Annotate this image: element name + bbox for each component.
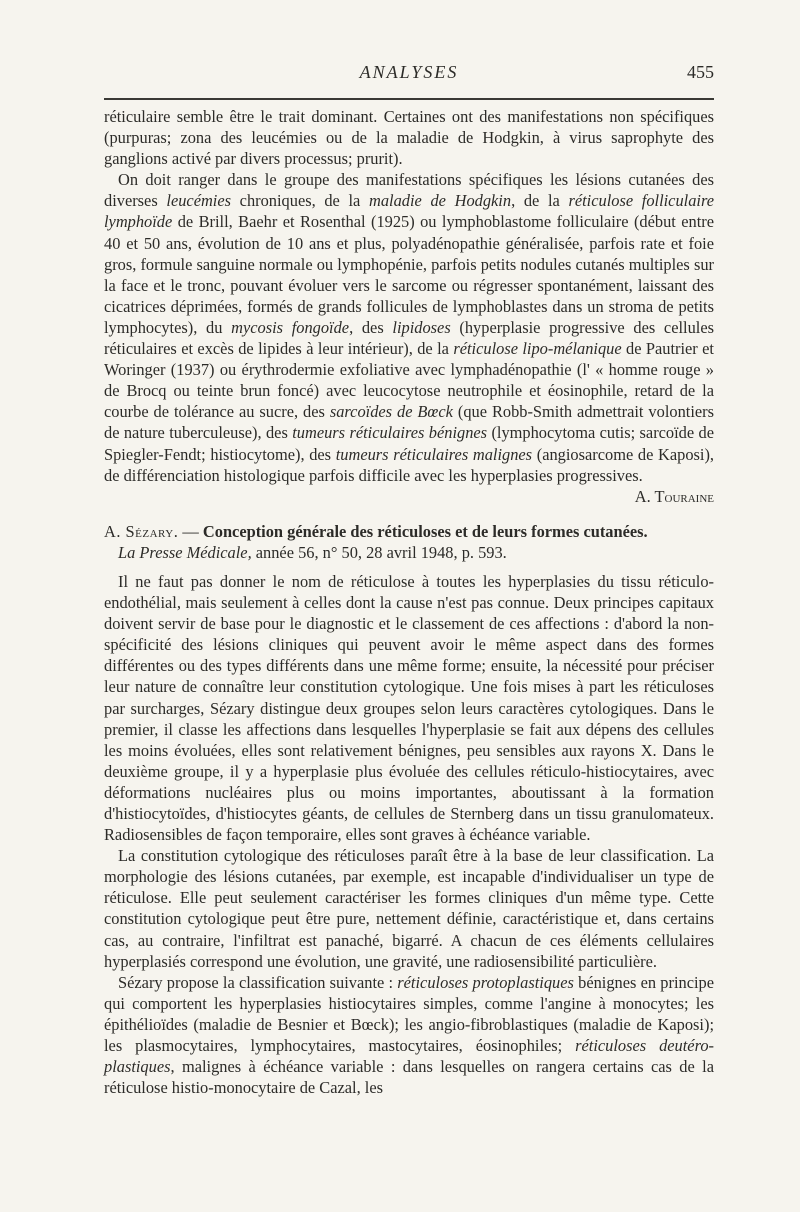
italic-term: tumeurs réticulaires malignes	[335, 444, 533, 464]
article2-paragraph-2: La constitution cytologique des réticuloses paraît être à la base de leur classification. La morphologie des lésions cutanées, par exemple, est incapable d'individualiser un type de réticulose. Elle peut seulement caractériser les formes cliniques d'un même type. Cette constitution cytologique peut être pure, nettement définie, caractéristique et, dans certains cas, au contraire, l'infiltrat est panaché, bigarré. A chacun de ces éléments cellulaires hyperplasiés correspond une évolution, une gravité, une radiosensibilité particulière.	[104, 846, 714, 971]
article2-paragraph-3	[104, 972, 714, 1099]
text-run: (hyperplasie progressive des cellules réticulaires et excès de lipides à leur intérieur), de la	[104, 317, 714, 359]
article2-paragraph-1: Il ne faut pas donner le nom de réticulose à toutes les hyperplasies du tissu réticulo-endothélial, mais seulement à celles dont la cause n'est pas connue. Deux principes capitaux doivent servir de base pour le diagnostic et le classement de ces affections : d'abord la non-spécificité des lésions cliniques qui peuvent avoir le même aspect dans des formes différentes ou des types différents dans une même forme; ensuite, la nécessité pour préciser leur nature de connaître leur constitution cytologique. Une fois mises à part les réticuloses par surcharges, Sézary distingue deux groupes selon leurs caractères cytologiques. Dans le premier, il classe les affections dans lesquelles l'hyperplasie se fait aux dépens des cellules les moins évoluées, elles sont relativement bénignes, peu sensibles aux rayons X. Dans le deuxième groupe, il y a hyperplasie plus évoluée des cellules réticulo-histiocytaires, avec déformations nucléaires plus ou moins importantes, aboutissant à la formation d'histiocytoïdes, d'histiocytes géants, de cellules de Sternberg dans un tissu granulomateux. Radiosensibles de façon temporaire, elles sont graves à échéance variable.	[104, 571, 714, 845]
article2-title: Conception générale des réticuloses et de leurs formes cutanées.	[202, 521, 648, 541]
italic-term: leucémies	[166, 191, 232, 211]
text-run: , malignes à échéance variable : dans lesquelles on rangera certains cas de la réticulose histio-monocytaire de Cazal, les	[104, 1057, 714, 1098]
text-run: de Brill, Baehr et Rosenthal (1925) ou lymphoblastome folliculaire (début entre 40 et 50 ans, évolution de 10 ans et plus, polyadénopathie généralisée, parfois rate et foie gros, formule sanguine normale ou lymphopénie, parfois petits nodules cutanés multiples sur la face et le tronc, pouvant évoluer vers le sarcome ou régresser spontanément, laissant des cicatrices déprimées, formés de grands follicules de lymphoblastes dans un stroma de petits lymphocytes), du	[104, 212, 714, 337]
text-run: (lymphocytoma cutis; sarcoïde de Spiegler-Fendt; histiocytome), des	[104, 423, 715, 464]
article2-author: A. Sézary.	[104, 521, 179, 541]
text-run: (angiosarcome de Kaposi), de différenciation histologique parfois difficile avec les hyperplasies progressives.	[104, 444, 715, 485]
text-run: , de la	[511, 191, 569, 211]
running-title: ANALYSES	[359, 62, 459, 82]
article2-source-line	[104, 542, 714, 563]
text-run: , des	[349, 317, 393, 337]
page-number: 455	[687, 62, 714, 82]
page-header	[104, 62, 714, 86]
italic-term: tumeurs réticulaires bénignes	[292, 423, 488, 443]
article2-source-details: année 56, n° 50, 28 avril 1948, p. 593.	[251, 542, 507, 562]
italic-term: réticulose lipo-mélanique	[453, 339, 622, 359]
article2-source: La Presse Médicale,	[118, 542, 252, 562]
article1-signature: A. Touraine	[634, 486, 714, 506]
page-body	[104, 106, 714, 1098]
text-run: On doit ranger dans le groupe des manifestations spécifiques les lésions cutanées des diverses	[104, 170, 714, 211]
italic-term: mycosis fongoïde	[231, 317, 350, 337]
italic-term: lipidoses	[392, 317, 451, 337]
italic-term: réticulose folliculaire lymphoïde	[104, 191, 714, 232]
header-rule	[104, 98, 714, 100]
text-run: bénignes en principe qui comportent les hyperplasies histiocytaires simples, comme l'angine à monocytes; les épithélioïdes (maladie de Besnier et Bœck); les angio-fibroblastiques (maladie de Kaposi); les plasmocytaires, lymphocytaires, mastocytaires, éosinophiles;	[104, 972, 714, 1056]
spacer	[104, 563, 714, 571]
text-run: Sézary propose la classification suivante :	[118, 972, 398, 992]
text-run: chroniques, de la	[231, 191, 369, 211]
italic-term: maladie de Hodgkin	[369, 191, 512, 211]
text-run: de Pautrier et Woringer (1937) ou érythrodermie exfoliative avec lymphadénopathie (l' « homme rouge » de Brocq ou teinte brun foncé) avec leucocytose neutrophile et éosinophile, retard de la courbe de tolérance au sucre, des	[104, 339, 714, 422]
article1-paragraph-1: réticulaire semble être le trait dominant. Certaines ont des manifestations non spécifiques (purpuras; zona des leucémies ou de la maladie de Hodgkin, à virus saprophyte des ganglions activé par divers processus; prurit).	[104, 107, 714, 169]
italic-term: réticuloses protoplastiques	[397, 972, 574, 992]
text-run: (que Robb-Smith admettrait volontiers de nature tuberculeuse), des	[104, 402, 714, 443]
italic-term: réticuloses deutéro-plastiques	[104, 1036, 715, 1077]
article1-paragraph-2	[104, 169, 714, 485]
italic-term: sarcoïdes de Bœck	[329, 402, 453, 422]
article2-reference	[104, 521, 714, 563]
ref-dash: —	[178, 521, 203, 541]
